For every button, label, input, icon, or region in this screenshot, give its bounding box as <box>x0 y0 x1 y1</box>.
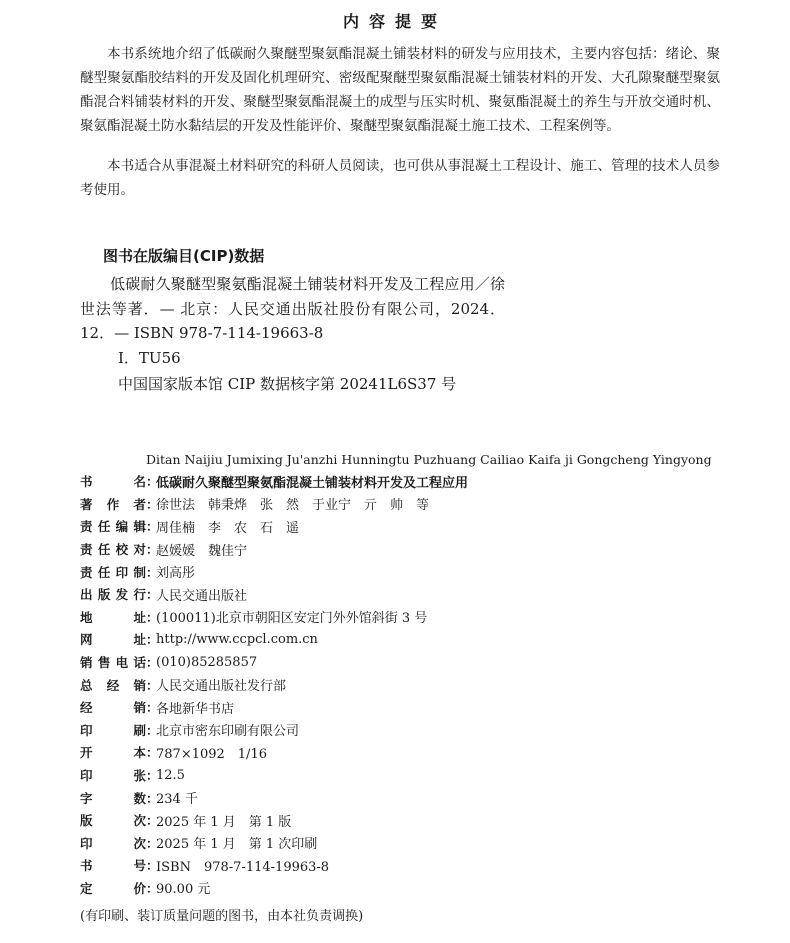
book-info-label: 定 价 <box>80 880 146 896</box>
book-info-row <box>80 809 740 832</box>
book-info-row <box>80 832 740 855</box>
book-info-label: 著 作 者 <box>80 496 146 512</box>
book-info-value: 人民交通出版社 <box>156 588 248 604</box>
book-info-label: 印 次 <box>80 835 146 851</box>
book-info-value: 2025 年 1 月 第 1 次印刷 <box>156 837 318 853</box>
book-info-row <box>80 470 740 493</box>
book-info-value: 低碳耐久聚醚型聚氨酯混凝土铺装材料开发及工程应用 <box>156 475 469 491</box>
book-info-row <box>80 538 740 561</box>
book-info-row <box>80 696 740 719</box>
book-info-label: 责 任 校 对 <box>80 542 146 558</box>
book-info-colon: ： <box>146 700 159 716</box>
book-info-colon: ： <box>146 542 159 558</box>
book-info-row <box>80 719 740 742</box>
book-info-label: 总 经 销 <box>80 677 146 693</box>
book-info-value: (010)85285857 <box>156 654 258 670</box>
book-info-label: 责 任 编 辑 <box>80 519 146 535</box>
book-info-value: 787×1092 1/16 <box>156 746 267 762</box>
book-info-colon: ： <box>146 745 159 761</box>
book-info-colon: ： <box>146 609 159 625</box>
book-info-colon: ： <box>146 790 159 806</box>
book-info-colon: ： <box>146 813 159 829</box>
summary-title: 内容提要 <box>342 12 447 31</box>
book-info-label: 责 任 印 制 <box>80 564 146 580</box>
summary-paragraph: 本书系统地介绍了低碳耐久聚醚型聚氨酯混凝土铺装材料的研发与应用技术，主要内容包括：绪论、聚醚型聚氨酯胶结料的开发及固化机理研究、密级配聚醚型聚氨酯混凝土铺装材料的开发、大孔隙聚醚型聚氨酯混合料铺装材料的开发、聚醚型聚氨酯混凝土的成型与压实时机、聚氨酯混凝土的养生与开放交通时机、聚氨酯混凝土防水黏结层的开发及性能评价、聚醚型聚氨酯混凝土施工技术、工程案例等。 <box>80 46 720 134</box>
book-info-value: 12.5 <box>156 767 185 783</box>
book-info-row <box>80 741 740 764</box>
book-info-label: 书 名 <box>80 474 146 490</box>
summary-paragraph: 本书适合从事混凝土材料研究的科研人员阅读，也可供从事混凝土工程设计、施工、管理的技术人员参考使用。 <box>80 158 720 198</box>
book-info-colon: ： <box>146 496 159 512</box>
book-info-label: 销 售 电 话 <box>80 655 146 671</box>
book-info-colon: ： <box>146 677 159 693</box>
book-info-colon: ： <box>146 587 159 603</box>
book-info-value: 90.00 元 <box>156 882 211 898</box>
book-info-row <box>80 651 740 674</box>
book-info-value: ISBN 978-7-114-19963-8 <box>156 859 330 875</box>
cip-classification: Ⅰ．TU56 <box>118 349 181 367</box>
book-info-value: 赵媛媛 魏佳宁 <box>156 543 248 559</box>
book-info-value: (100011)北京市朝阳区安定门外外馆斜街 3 号 <box>156 611 428 627</box>
book-info-row <box>80 560 740 583</box>
cip-record: 低碳耐久聚醚型聚氨酯混凝土铺装材料开发及工程应用／徐世法等著．— 北京：人民交通出版社股份有限公司，2024．12．— ISBN 978-7-114-19663-8 <box>80 275 505 342</box>
cip-heading: 图书在版编目(CIP)数据 <box>103 247 265 265</box>
book-info-row <box>80 764 740 787</box>
book-info-row <box>80 877 740 900</box>
book-info-value: 人民交通出版社发行部 <box>156 679 287 695</box>
cip-approval-number: 中国国家版本馆 CIP 数据核字第 20241L6S37 号 <box>118 375 457 393</box>
book-info-row <box>80 515 740 538</box>
book-info-value: 234 千 <box>156 792 198 808</box>
book-info-label: 印 刷 <box>80 722 146 738</box>
book-info-colon: ： <box>146 655 159 671</box>
book-info-colon: ： <box>146 564 159 580</box>
book-info-row <box>80 493 740 516</box>
book-info-row <box>80 628 740 651</box>
book-info-colon: ： <box>146 474 159 490</box>
book-info-colon: ： <box>146 880 159 896</box>
book-info-label: 地 址 <box>80 609 146 625</box>
book-info-label: 网 址 <box>80 632 146 648</box>
book-info-label: 开 本 <box>80 745 146 761</box>
book-info-value: 2025 年 1 月 第 1 版 <box>156 814 292 830</box>
book-info-value[interactable]: http://www.ccpcl.com.cn <box>156 631 318 647</box>
book-info-row <box>80 673 740 696</box>
book-info-colon: ： <box>146 722 159 738</box>
book-info-label: 印 张 <box>80 768 146 784</box>
book-info-row <box>80 583 740 606</box>
book-info-colon: ： <box>146 519 159 535</box>
book-info-colon: ： <box>146 835 159 851</box>
book-info-label: 经 销 <box>80 700 146 716</box>
book-info-colon: ： <box>146 858 159 874</box>
pinyin-title: Ditan Naijiu Jumixing Ju'anzhi Hunningtu Puzhuang Cailiao Kaifa ji Gongcheng Yingyong <box>146 452 712 467</box>
book-info-list <box>80 470 740 899</box>
book-info-value: 周佳楠 李 农 石 遥 <box>156 520 300 536</box>
book-info-colon: ： <box>146 768 159 784</box>
book-info-label: 字 数 <box>80 790 146 806</box>
book-info-value: 北京市密东印刷有限公司 <box>156 724 300 740</box>
book-info-label: 出 版 发 行 <box>80 587 146 603</box>
book-info-value: 徐世法 韩秉烨 张 然 于业宁 亓 帅 等 <box>156 498 430 514</box>
book-info-label: 书 号 <box>80 858 146 874</box>
book-info-label: 版 次 <box>80 813 146 829</box>
book-info-value: 各地新华书店 <box>156 701 235 717</box>
book-info-row <box>80 786 740 809</box>
book-info-row <box>80 606 740 629</box>
book-info-value: 刘高彤 <box>156 566 196 582</box>
footnote: (有印刷、装订质量问题的图书，由本社负责调换) <box>80 909 364 924</box>
book-info-row <box>80 854 740 877</box>
book-info-colon: ： <box>146 632 159 648</box>
